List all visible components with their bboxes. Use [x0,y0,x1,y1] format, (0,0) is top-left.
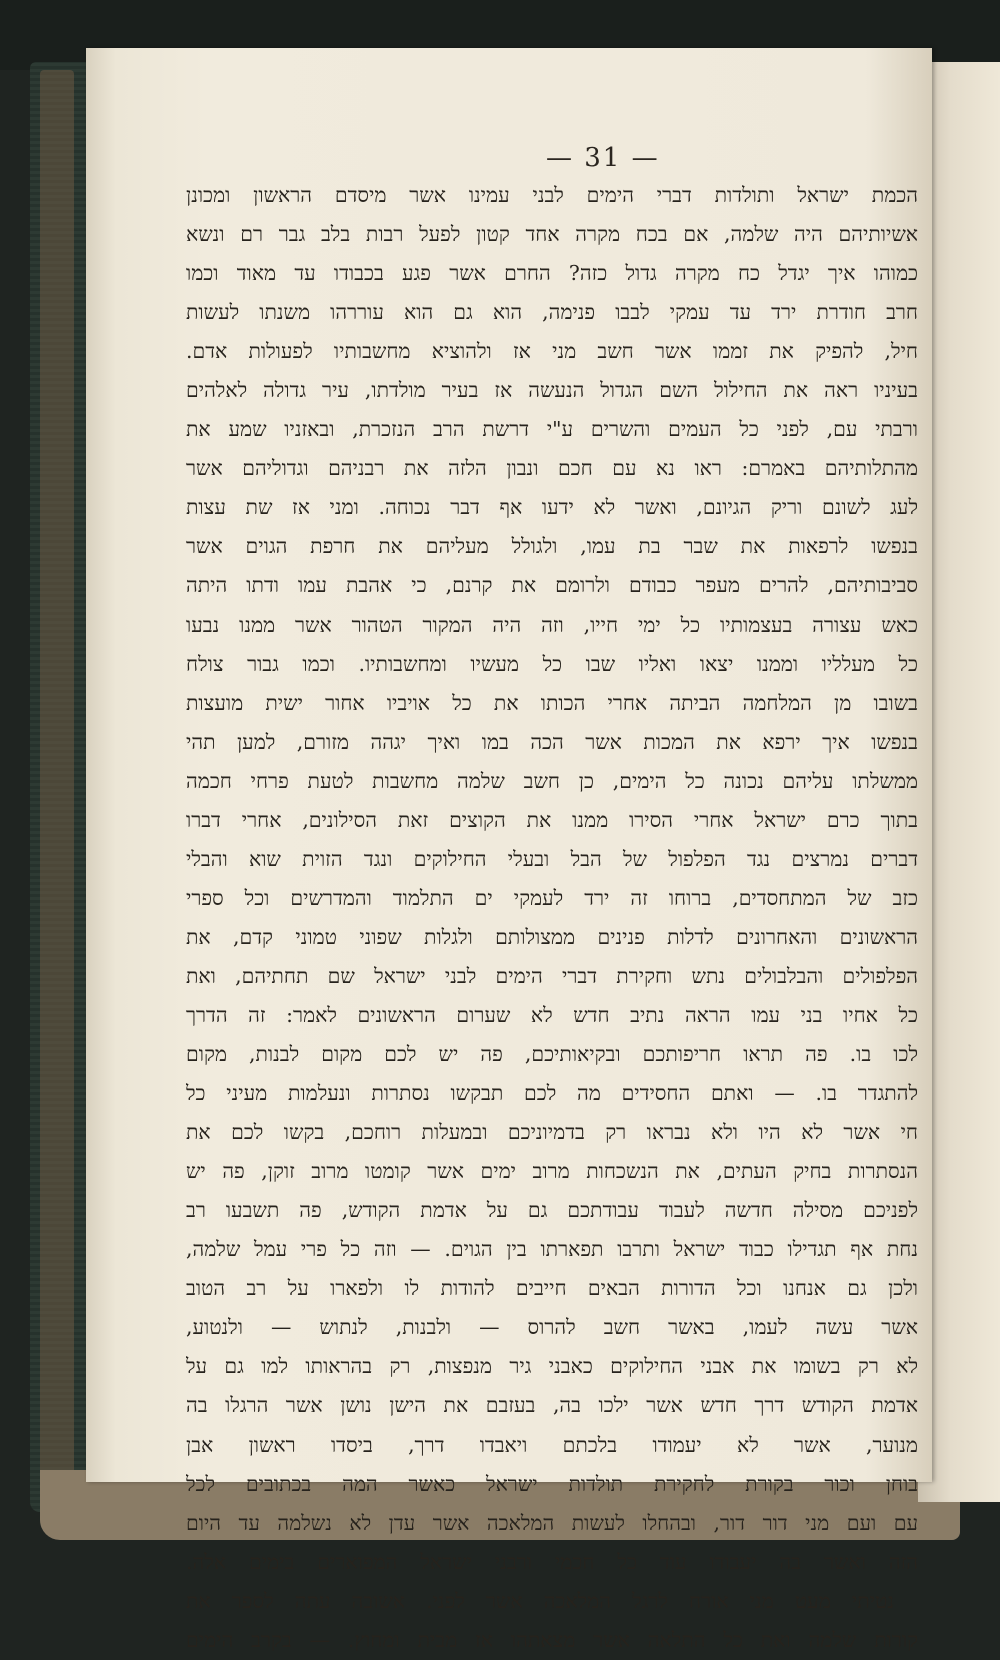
text-line: בעיניו ראה את החילול השם הגדול הנעשה אז בעיר מולדתו, עיר גדולה לאלהים [186,378,918,403]
text-line: מהתלותיהם באמרם: ראו נא עם חכם ונבון הלזה את רבניהם וגדוליהם אשר [186,456,918,481]
text-line: כאש עצורה בעצמותיו כל ימי חייו, וזה היה המקור הטהור אשר ממנו נבעו [186,612,918,637]
text-line: לכו בו. פה תראו חריפותכם ובקיאותיכם, פה יש לכם מקום לבנות, מקום [186,1042,918,1067]
page-number: — 31 — [546,143,660,173]
text-line: ולכן גם אנחנו וכל הדורות הבאים חייבים להודות לו ולפארו על רב הטוב [186,1276,918,1301]
text-line: חיל, להפיק את זממו אשר חשב מני אז ולהוציא מחשבותיו לפעולות אדם. [186,339,918,364]
text-line: קורות שלמה ואת כל התלאה אשר מצאתהו אז מבית ומחוץ. — בקרב הימים [186,1627,918,1652]
text-line: אשיותיהם היה שלמה, אם בכח מקרה אחד קטון לפעל רבות בלב גבר רם ונשא [186,222,918,247]
text-line: הראשונים והאחרונים לדלות פנינים ממצולותם ולגלות שפוני טמוני קדם, את [186,924,918,949]
text-line: כל אחיו בני עמו הראה נתיב חדש לא שערום הראשונים לאמר: זה הדרך [186,1002,918,1027]
text-line: להתגדר בו. — ואתם החסידים מה לכם תבקשו נסתרות ונעלמות מעיני כל [186,1081,918,1106]
book-spine [40,70,74,1490]
text-line: חרב חודרת ירד עד עמקי לבבו פנימה, הוא גם הוא עוררהו משנתו לעשות [186,300,918,325]
text-line: הכמת ישראל ותולדות דברי הימים לבני עמינו אשר מיסדם הראשון ומכונן [186,183,918,207]
page-text [186,176,918,1660]
text-line: לפניכם מסילה חדשה לעבוד עבודתכם גם על אדמת הקודש, פה תשבעו רב [186,1198,918,1223]
text-line: ורבתי עם, לפני כל העמים והשרים ע"י דרשת הרב הנזכרת, ובאזניו שמע את [186,417,918,442]
text-line: בתוך כרם ישראל אחרי הסירו ממנו את הקוצים זאת הסילונים, אחרי דברו [186,807,918,832]
text-line: עם ועם מני דור דור, ובהחלו לעשות המלאכה אשר עדן לא נשלמה עד היום [186,1510,918,1535]
text-line: סביבותיהם, להרים מעפר כבודם ולרומם את קרנם, כי אהבת עמו ודתו היתה [186,573,918,598]
text-line: נחת אף תגדילו כבוד ישראל ותרבו תפארתו בין הגוים. — וזה כל פרי עמל שלמה, [186,1237,918,1262]
text-line: נטיתי מעט מני אורח לרגל המלאכה אשר לפני. אשובה עתה לספר את [186,1588,894,1613]
book-page [86,48,932,1652]
text-line: הזה ואשר בה יעבודו עוד כל חכמי ורבני ישראל המפוארים בימים אלה. [186,1549,918,1574]
text-line: אדמת הקודש דרך חדש אשר ילכו בה, בעזבם את הישן נושן אשר הרגלו בה [186,1393,918,1418]
text-line: לא רק בשומו את אבני החילוקים כאבני גיר מנפצות, רק בהראותו למו גם על [186,1354,918,1379]
text-line: בנפשו איך ירפא את המכות אשר הכה במו ואיך יגהה מזורם, למען תהי [186,729,918,754]
text-line: חי אשר לא היו ולא נבראו רק בדמיוניכם ובמעלות רוחכם, בקשו לכם את [186,1120,918,1145]
text-line: דברים נמרצים נגד הפלפול של הבל ובעלי החילוקים ונגד הזוית שוא והבלי [186,846,918,871]
text-line: לעג לשונם וריק הגיונם, ואשר לא ידעו אף דבר נכוחה. ומני אז שת עצות [186,495,918,520]
text-line: הפלפולים והבלבולים נתש וחקירת דברי הימים לבני ישראל שם תחתיהם, ואת [186,963,918,988]
text-line: מנוער, אשר לא יעמודו בלכתם ויאבדו דרך, ביסדו ראשון אבן [186,1432,918,1457]
text-line: כמוהו איך יגדל כח מקרה גדול כזה? החרם אשר פגע בכבודו עד מאוד וכמו [186,261,918,286]
text-line: כל מעלליו וממנו יצאו ואליו שבו כל מעשיו ומחשבותיו. וכמו גבור צולח [186,651,918,676]
text-line: כזב של המתחסדים, ברוחו זה ירד לעמקי ים התלמוד והמדרשים וכל ספרי [186,885,918,910]
text-line: אשר עשה לעמו, באשר חשב להרוס — ולבנות, לנתוש — ולנטוע, [186,1315,918,1340]
text-line: בשובו מן המלחמה הביתה אחרי הכותו את כל אויביו אחור ישית מועצות [186,690,918,715]
text-line: בוחן וכור בקורת לחקירת תולדות ישראל כאשר המה בכתובים לכל [186,1471,918,1496]
text-line: הנסתרות בחיק העתים, את הנשכחות מרוב ימים אשר קומטו מרוב זוקן, פה יש [186,1159,918,1184]
text-line: בנפשו לרפאות את שבר בת עמו, ולגולל מעליהם את חרפת הגוים אשר [186,534,918,559]
text-line: ממשלתו עליהם נכונה כל הימים, כן חשב שלמה מחשבות לטעת פרחי חכמה [186,768,918,793]
